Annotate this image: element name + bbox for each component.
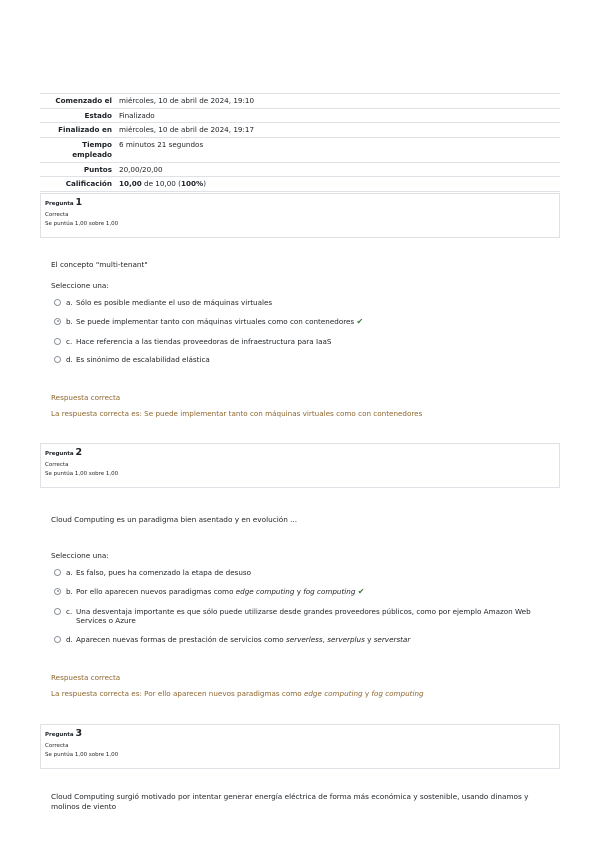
summary-value: Finalizado [119, 110, 155, 120]
summary-row-finished [40, 123, 560, 138]
question-2-text: Cloud Computing es un paradigma bien asentado y en evolución ... [51, 515, 298, 524]
option-text-part: , [322, 634, 328, 644]
right-answer-part: y [362, 688, 372, 698]
option-text: Una desventaja importante es que sólo puede utilizarse desde grandes proveedores públicos, como por ejemplo Amazon Web Services o Azure [76, 606, 531, 626]
correct-check-icon: ✔ [356, 316, 364, 326]
summary-value: miércoles, 10 de abril de 2024, 19:17 [119, 125, 255, 135]
summary-label: Calificación [65, 179, 112, 189]
question-number [45, 197, 555, 210]
option-letter: c. [66, 606, 73, 616]
option-text: Es sinónimo de escalabilidad elástica [76, 355, 210, 365]
option-letter: b. [66, 586, 73, 596]
radio-button[interactable] [54, 588, 61, 595]
radio-button[interactable] [54, 338, 61, 345]
question-2-info [40, 443, 560, 488]
summary-row-started [40, 94, 560, 109]
summary-label: Comenzado el [55, 96, 112, 105]
attempt-summary-table [40, 93, 560, 192]
question-1-info [40, 193, 560, 238]
grade-score: 10,00 [119, 179, 142, 189]
option-text-part: Aparecen nuevas formas de prestación de servicios como [76, 634, 286, 644]
question-grade: Se puntúa 1,00 sobre 1,00 [45, 221, 119, 228]
question-state: Correcta [45, 742, 69, 749]
question-3-info [40, 724, 560, 769]
correct-check-icon: ✔ [357, 586, 365, 596]
right-answer [51, 689, 551, 699]
option-letter: c. [66, 336, 73, 346]
radio-button[interactable] [54, 299, 61, 306]
answer-option-a[interactable] [54, 298, 554, 308]
question-grade: Se puntúa 1,00 sobre 1,00 [45, 471, 119, 478]
option-text-emphasis: serverplus [327, 634, 365, 644]
option-text [76, 587, 554, 598]
summary-label: Finalizado en [58, 125, 112, 135]
option-text: Es falso, pues ha comenzado la etapa de desuso [76, 568, 252, 577]
answer-option-c[interactable] [54, 607, 554, 626]
option-text: Sólo es posible mediante el uso de máquinas virtuales [76, 298, 273, 307]
option-text-group [76, 317, 554, 328]
feedback-message: Respuesta correcta [51, 673, 121, 682]
question-prefix: Pregunta [45, 732, 76, 738]
right-answer-part: La respuesta correcta es: Por ello aparecen nuevos paradigmas como [51, 688, 304, 698]
question-2-answers [54, 568, 554, 654]
question-1-feedback [51, 393, 551, 418]
answer-option-a[interactable] [54, 568, 554, 578]
option-letter: d. [66, 355, 73, 365]
question-3-text: Cloud Computing surgió motivado por intentar generar energía eléctrica de forma más económica y sostenible, usando dinamos y molinos de viento [51, 792, 529, 811]
radio-button[interactable] [54, 636, 61, 643]
answer-option-d[interactable] [54, 635, 554, 645]
summary-row-state [40, 108, 560, 123]
summary-value: 20,00/20,00 [119, 164, 163, 174]
question-state: Correcta [45, 461, 69, 468]
option-letter: b. [66, 316, 73, 326]
summary-row-time [40, 138, 560, 162]
radio-button[interactable] [54, 318, 61, 325]
summary-row-grade [40, 177, 560, 192]
summary-label: Estado [84, 110, 112, 120]
answer-option-c[interactable] [54, 337, 554, 347]
summary-row-points [40, 162, 560, 177]
option-text-part: y [364, 634, 374, 644]
option-text-part: Por ello aparecen nuevos paradigmas como [76, 586, 236, 596]
radio-button[interactable] [54, 608, 61, 615]
summary-label: Puntos [83, 164, 112, 174]
question-2-feedback [51, 673, 551, 698]
question-prefix: Pregunta [45, 451, 76, 457]
grade-end: ) [203, 179, 207, 189]
summary-label: Tiempo empleado [72, 140, 112, 159]
option-text-emphasis: serverstar [373, 634, 411, 644]
option-text-emphasis: serverless [285, 634, 323, 644]
summary-value [116, 177, 560, 192]
option-text-part: y [294, 586, 304, 596]
option-text [76, 635, 554, 645]
question-1-answers [54, 298, 554, 374]
question-prefix: Pregunta [45, 201, 76, 207]
right-answer: La respuesta correcta es: Se puede implementar tanto con máquinas virtuales como con contenedores [51, 408, 423, 418]
option-text-emphasis: edge computing [235, 586, 295, 596]
answer-option-d[interactable] [54, 355, 554, 365]
question-2-prompt: Seleccione una: [51, 551, 109, 560]
question-number [45, 447, 555, 460]
radio-button[interactable] [54, 569, 61, 576]
option-text-emphasis: fog computing [303, 586, 356, 596]
right-answer-emphasis: edge computing [303, 688, 363, 698]
summary-value: miércoles, 10 de abril de 2024, 19:10 [119, 96, 255, 105]
question-1-prompt: Seleccione una: [51, 281, 109, 290]
summary-value: 6 minutos 21 segundos [119, 140, 204, 150]
option-text: Hace referencia a las tiendas proveedoras de infraestructura para IaaS [76, 336, 332, 346]
option-text: Se puede implementar tanto con máquinas virtuales como con contenedores [76, 316, 355, 326]
radio-button[interactable] [54, 356, 61, 363]
question-state: Correcta [45, 211, 69, 218]
grade-middle: de 10,00 ( [141, 179, 181, 189]
option-letter: d. [66, 634, 73, 644]
right-answer-emphasis: fog computing [371, 688, 424, 698]
feedback-message: Respuesta correcta [51, 393, 121, 402]
question-1-text: El concepto "multi-tenant" [51, 260, 148, 269]
answer-option-b[interactable] [54, 587, 554, 598]
question-grade: Se puntúa 1,00 sobre 1,00 [45, 752, 119, 759]
question-number-value: 1 [75, 197, 83, 208]
question-number-value: 3 [75, 728, 83, 739]
grade-percent: 100% [180, 179, 204, 189]
option-letter: a. [66, 298, 73, 307]
question-number [45, 728, 555, 741]
answer-option-b[interactable] [54, 317, 554, 328]
option-letter: a. [66, 568, 73, 577]
question-number-value: 2 [75, 447, 83, 458]
